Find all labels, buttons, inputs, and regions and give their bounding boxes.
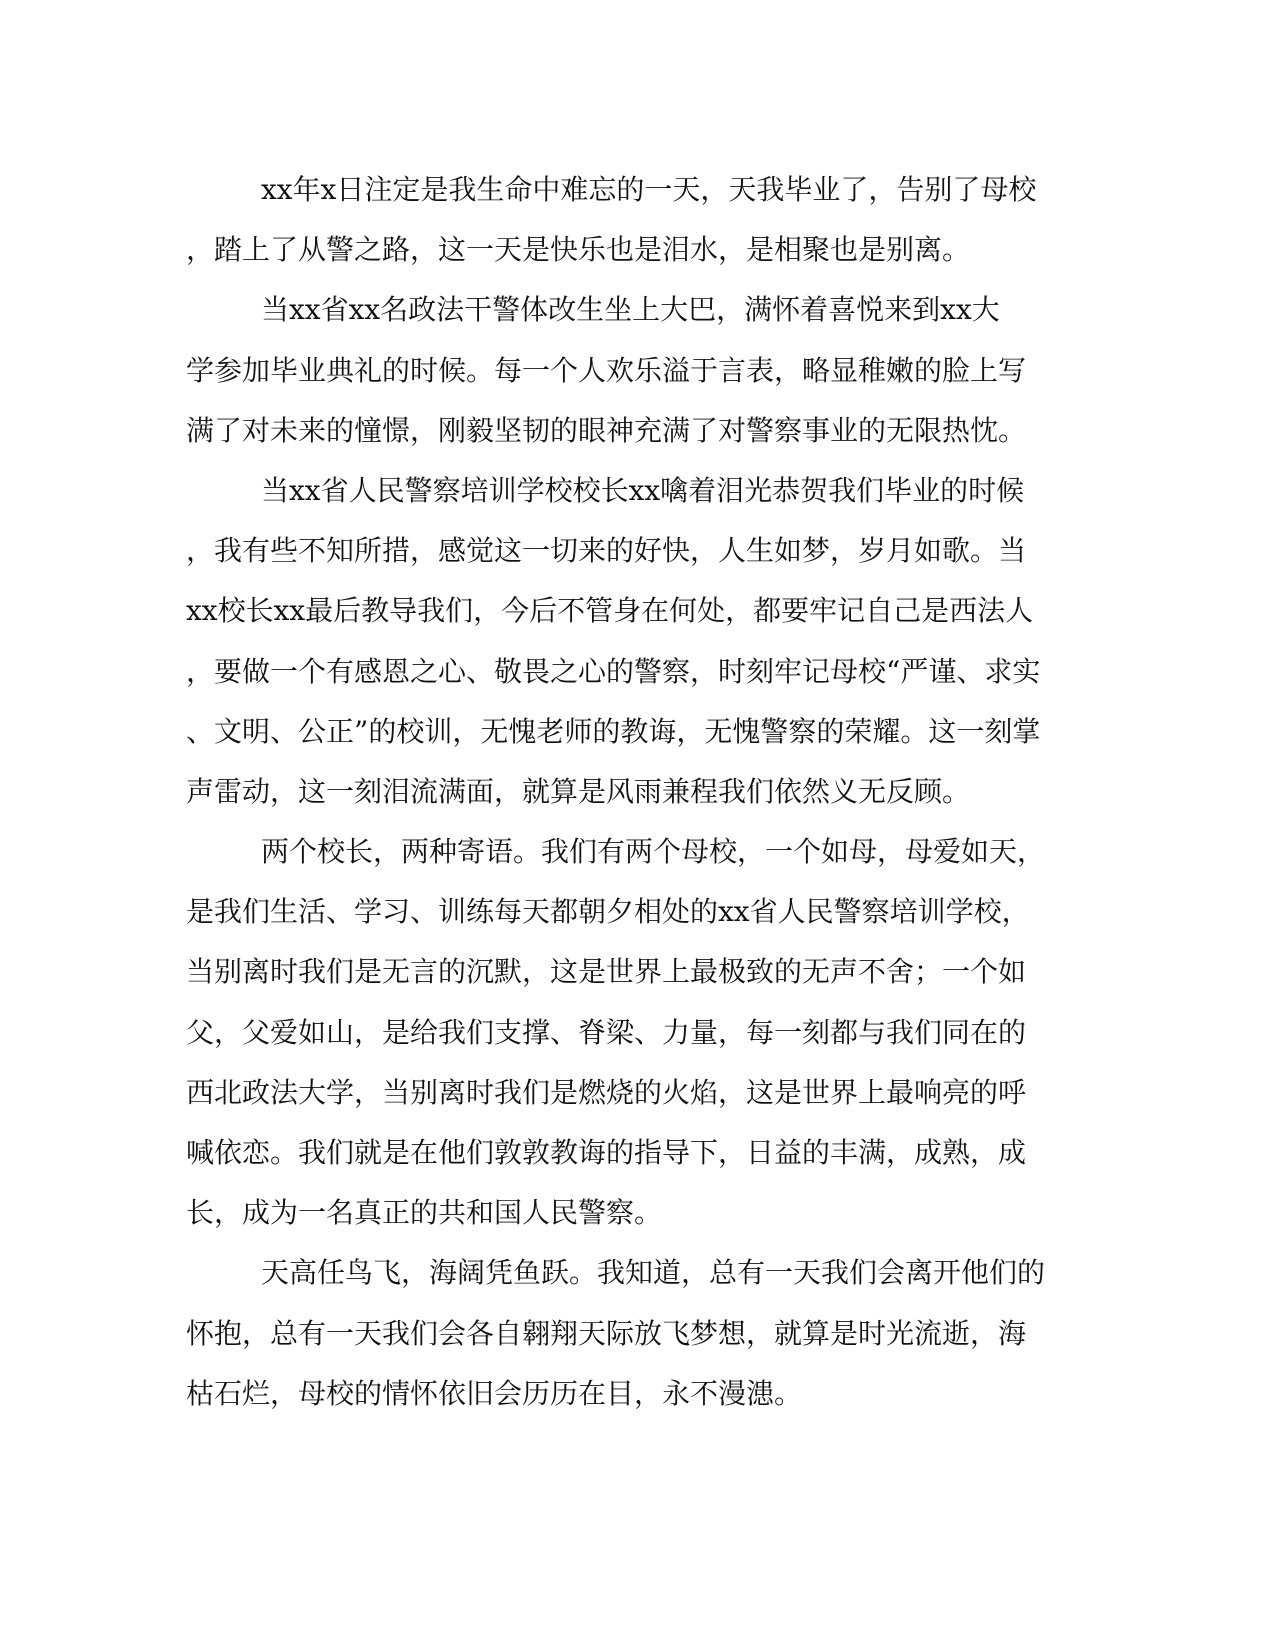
paragraph-3	[186, 461, 1066, 822]
paragraph-line: 天高任鸟飞，海阔凭鱼跃。我知道，总有一天我们会离开他们的	[261, 1256, 1046, 1290]
paragraph-2	[186, 280, 1066, 461]
paragraph-line: ，踏上了从警之路，这一天是快乐也是泪水，是相聚也是别离。	[186, 233, 971, 267]
paragraph-line: 西北政法大学，当别离时我们是燃烧的火焰，这是世界上最响亮的呼	[186, 1075, 1027, 1109]
paragraph-line: 学参加毕业典礼的时候。每一个人欢乐溢于言表，略显稚嫩的脸上写	[186, 353, 1027, 387]
document-body	[186, 160, 1066, 1424]
paragraph-line: 枯石烂，母校的情怀依旧会历历在目，永不漫漶。	[186, 1376, 803, 1410]
paragraph-line: 当xx省人民警察培训学校校长xx噙着泪光恭贺我们毕业的时候	[261, 473, 1025, 507]
paragraph-line: 满了对未来的憧憬，刚毅坚韧的眼神充满了对警察事业的无限热忱。	[186, 413, 1027, 447]
paragraph-5	[186, 1243, 1066, 1424]
paragraph-line: 父，父爱如山，是给我们支撑、脊梁、力量，每一刻都与我们同在的	[186, 1015, 1027, 1049]
paragraph-line: 是我们生活、学习、训练每天都朝夕相处的xx省人民警察培训学校，	[186, 895, 1030, 929]
paragraph-line: 声雷动，这一刻泪流满面，就算是风雨兼程我们依然义无反顾。	[186, 774, 971, 808]
paragraph-line: 两个校长，两种寄语。我们有两个母校，一个如母，母爱如天，	[261, 835, 1046, 869]
paragraph-1	[186, 160, 1066, 280]
paragraph-line: 当别离时我们是无言的沉默，这是世界上最极致的无声不舍；一个如	[186, 955, 1027, 989]
paragraph-line: xx年x日注定是我生命中难忘的一天，天我毕业了，告别了母校	[261, 173, 1037, 206]
paragraph-line: 喊依恋。我们就是在他们敦敦教诲的指导下，日益的丰满，成熟，成	[186, 1136, 1027, 1169]
paragraph-line: 当xx省xx名政法干警体改生坐上大巴，满怀着喜悦来到xx大	[261, 293, 1000, 327]
paragraph-line: 怀抱，总有一天我们会各自翱翔天际放飞梦想，就算是时光流逝，海	[186, 1316, 1027, 1350]
paragraph-line: xx校长xx最后教导我们，今后不管身在何处，都要牢记自己是西法人	[186, 594, 1034, 628]
paragraph-4	[186, 822, 1066, 1243]
paragraph-line: ，要做一个有感恩之心、敬畏之心的警察，时刻牢记母校“严谨、求实	[186, 654, 1041, 688]
paragraph-line: 、文明、公正”的校训，无愧老师的教诲，无愧警察的荣耀。这一刻掌	[186, 714, 1041, 748]
paragraph-line: ，我有些不知所措，感觉这一切来的好快，人生如梦，岁月如歌。当	[186, 534, 1027, 568]
paragraph-line: 长，成为一名真正的共和国人民警察。	[186, 1196, 663, 1230]
